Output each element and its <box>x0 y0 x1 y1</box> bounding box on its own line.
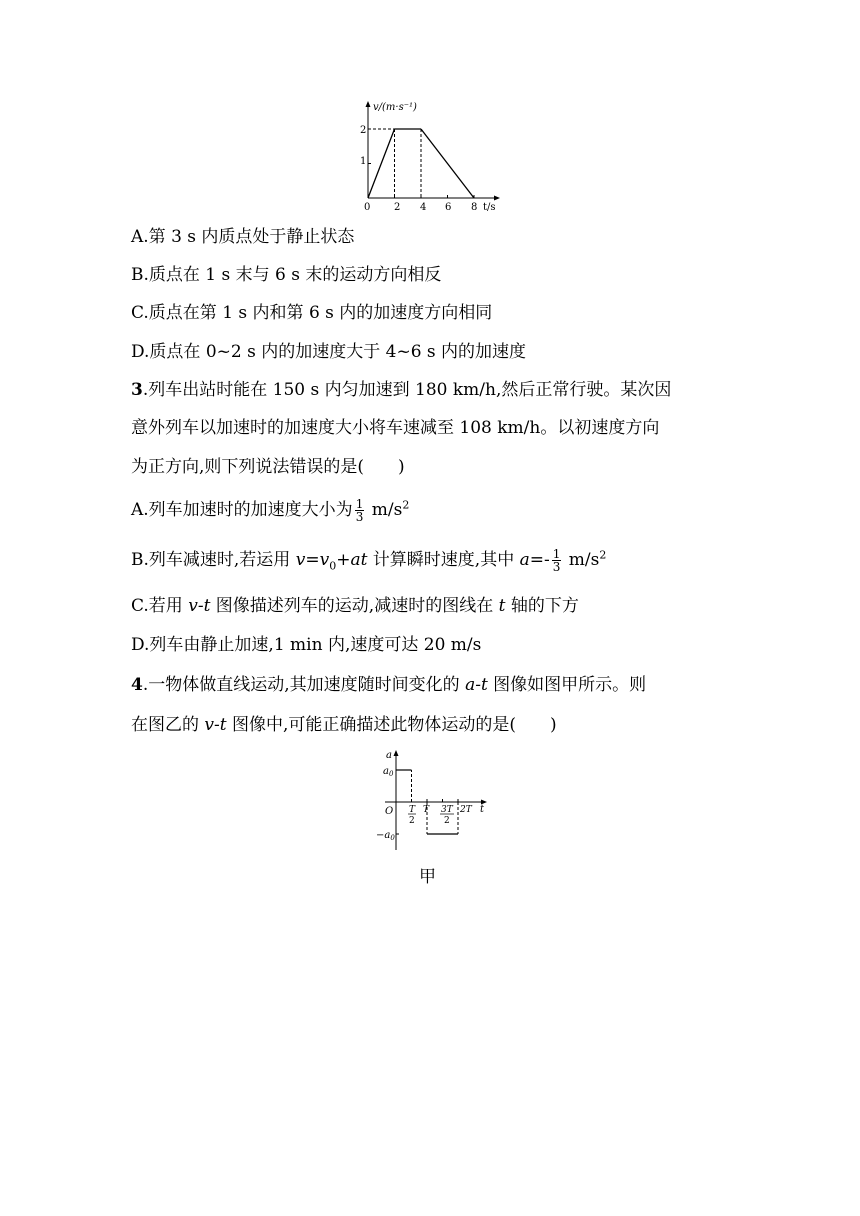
tick-3t-half-num: 3T <box>441 805 453 815</box>
unit: m/s <box>366 500 403 520</box>
tick-2t: 2T <box>460 805 472 815</box>
y-axis-label: a <box>386 750 392 761</box>
x-axis-arrow-icon <box>494 196 500 201</box>
q2-option-a: A.第 3 s 内质点处于静止状态 <box>131 227 355 247</box>
y-tick-label: 1 <box>360 156 367 167</box>
symbol-at: a-t <box>465 675 488 695</box>
q3-option-b <box>131 548 606 573</box>
q3-stem-line3: 为正方向,则下列说法错误的是( ) <box>131 457 405 477</box>
q4-stem-line1 <box>131 673 646 697</box>
q4-stem-line2 <box>131 713 557 737</box>
formula-v: v <box>295 550 306 570</box>
q4-stem-text: .一物体做直线运动,其加速度随时间变化的 <box>142 675 466 695</box>
velocity-line-segment <box>368 129 395 198</box>
formula-v0: v <box>319 550 330 570</box>
fraction-numerator: 1 <box>552 547 561 561</box>
x-tick-label: 8 <box>471 202 478 212</box>
y-axis-arrow-icon <box>366 101 371 107</box>
question-number: 4 <box>131 675 143 695</box>
symbol-a: a <box>519 550 530 570</box>
figure-caption: 甲 <box>419 867 436 887</box>
option-text: 计算瞬时速度,其中 <box>367 550 520 570</box>
origin-label: O <box>385 806 394 817</box>
at-graph-figure <box>365 748 495 854</box>
option-text: C.若用 <box>131 596 189 616</box>
symbol-vt: v-t <box>204 715 227 735</box>
q4-stem-text: 图像如图甲所示。则 <box>487 675 647 695</box>
formula-at: at <box>350 550 368 570</box>
tick-t-half-num: T <box>409 805 416 815</box>
fraction <box>552 548 562 573</box>
option-text: 轴的下方 <box>505 596 579 616</box>
q2-option-d: D.质点在 0~2 s 内的加速度大于 4~6 s 内的加速度 <box>131 342 527 362</box>
question-number: 3 <box>131 380 143 400</box>
q2-option-b: B.质点在 1 s 末与 6 s 末的运动方向相反 <box>131 265 442 285</box>
tick-3t-half-den: 2 <box>444 816 450 826</box>
q4-stem-text: 在图乙的 <box>131 715 205 735</box>
symbol-vt: v-t <box>188 596 211 616</box>
x-axis-label: t <box>480 804 485 815</box>
a0-subscript: 0 <box>388 770 394 778</box>
y-tick-label: 2 <box>360 125 367 136</box>
formula-eq: = <box>305 550 320 570</box>
x-tick-label: 6 <box>445 202 452 212</box>
q4-stem-text: 图像中,可能正确描述此物体运动的是( ) <box>226 715 557 735</box>
unit: m/s <box>563 550 600 570</box>
neg-a0-symbol: −a <box>376 830 391 841</box>
tick-t-half-den: 2 <box>409 816 415 826</box>
x-tick-label: 0 <box>364 202 371 212</box>
x-axis-label: t/s <box>483 202 496 212</box>
option-text: 图像描述列车的运动,减速时的图线在 <box>210 596 499 616</box>
q3-stem-line2: 意外列车以加速时的加速度大小将车速减至 108 km/h。以初速度方向 <box>131 418 660 438</box>
formula-subscript: 0 <box>329 559 337 573</box>
neg-a0-subscript: 0 <box>390 834 395 842</box>
unit-exponent: 2 <box>599 548 607 562</box>
a0-label <box>383 766 394 778</box>
formula-eq-neg: =- <box>529 550 550 570</box>
tick-t: T <box>423 805 430 815</box>
x-tick-label: 2 <box>394 202 401 212</box>
x-tick-label: 4 <box>420 202 427 212</box>
q3-option-a <box>131 498 409 523</box>
fraction-numerator: 1 <box>355 497 364 511</box>
option-text: B.列车减速时,若运用 <box>131 550 296 570</box>
option-text: A.列车加速时的加速度大小为 <box>131 500 353 520</box>
q2-option-c: C.质点在第 1 s 内和第 6 s 内的加速度方向相同 <box>131 303 493 323</box>
neg-a0-label <box>376 830 395 842</box>
q3-option-c <box>131 594 579 618</box>
y-axis-arrow-icon <box>394 750 399 756</box>
velocity-line-segment <box>421 129 474 198</box>
q3-stem-text: .列车出站时能在 150 s 内匀加速到 180 km/h,然后正常行驶。某次因 <box>142 380 672 400</box>
vt-graph-figure <box>356 98 506 212</box>
symbol-t: t <box>498 596 506 616</box>
fraction-denominator: 3 <box>552 560 561 574</box>
fraction-denominator: 3 <box>355 510 364 524</box>
formula-plus: + <box>336 550 351 570</box>
q3-stem-line1 <box>131 378 671 402</box>
fraction <box>355 498 365 523</box>
unit-exponent: 2 <box>402 498 410 512</box>
q3-option-d: D.列车由静止加速,1 min 内,速度可达 20 m/s <box>131 635 482 655</box>
a0-symbol: a <box>383 766 389 777</box>
y-axis-label: v/(m·s⁻¹) <box>373 102 417 113</box>
